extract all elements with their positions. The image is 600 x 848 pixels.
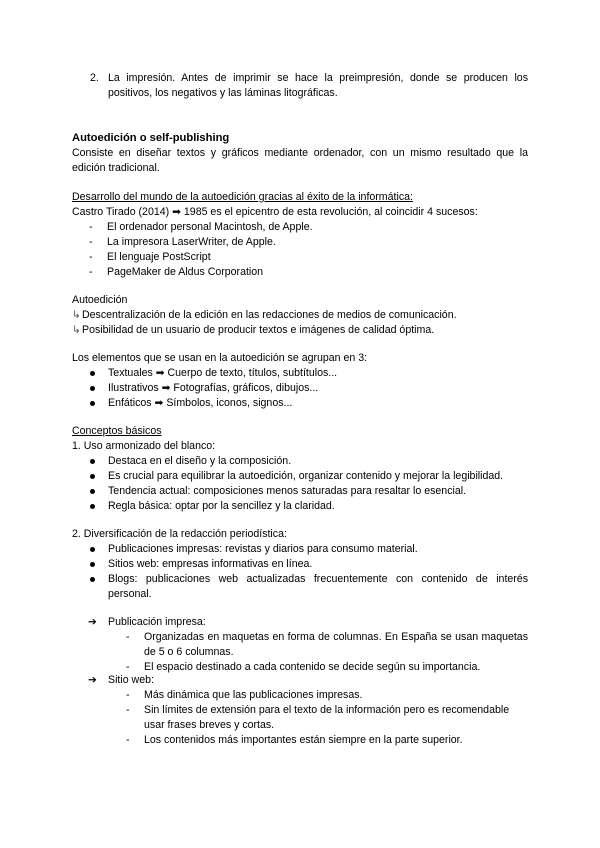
list-item-text: Más dinámica que las publicaciones impresas. (144, 689, 363, 701)
conceptos-heading: Conceptos básicos (72, 425, 162, 437)
blanco-list (72, 454, 528, 514)
list-item (72, 499, 528, 514)
bullet-icon (90, 459, 95, 464)
bullet-icon (90, 504, 95, 509)
dash-marker: - (89, 251, 93, 263)
arrow-item-title: Sitio web: (108, 674, 154, 686)
elementos-list (72, 366, 528, 411)
sitio-web-block (72, 673, 528, 748)
list-item (72, 469, 528, 484)
list-item-text: Descentralización de la edición en las redacciones de medios de comunicación. (82, 309, 457, 321)
list-item (72, 733, 528, 748)
arrow-item-title: Publicación impresa: (108, 616, 206, 628)
numbered-item-2 (72, 71, 528, 101)
list-item-text: Destaca en el diseño y la composición. (108, 455, 292, 467)
list-item-text: Publicaciones impresas: revistas y diarios para consumo material. (108, 543, 418, 555)
bullet-icon (90, 547, 95, 552)
list-item-text: PageMaker de Aldus Corporation (107, 266, 264, 278)
bullet-icon (90, 371, 95, 376)
bullet-icon (90, 386, 95, 391)
list-item-text: El lenguaje PostScript (107, 251, 211, 263)
autoedicion-definition: Consiste en diseñar textos y gráficos mediante ordenador, con un mismo resultado que la edición tradicional. (72, 147, 528, 174)
desarrollo-list (72, 220, 528, 280)
list-item-text: Posibilidad de un usuario de producir textos e imágenes de calidad óptima. (82, 324, 435, 336)
list-item-text: Regla básica: optar por la sencillez y la claridad. (108, 500, 335, 512)
dash-marker: - (89, 221, 93, 233)
list-item-text: Sin límites de extensión para el texto de la información pero es recomendable usar frases breves y cortas. (144, 704, 510, 731)
dash-marker: - (126, 631, 130, 643)
list-item (72, 381, 528, 396)
publicacion-impresa-block (72, 615, 528, 675)
list-item (72, 323, 528, 338)
list-item (72, 308, 528, 323)
diversificacion-list (72, 542, 528, 602)
list-item (72, 688, 528, 703)
dash-marker: - (126, 734, 130, 746)
dash-marker: - (89, 266, 93, 278)
list-item (72, 265, 528, 280)
list-item-text: Es crucial para equilibrar la autoedición, organizar contenido y mejorar la legibilidad. (108, 470, 504, 482)
list-item (72, 396, 528, 411)
bullet-icon (90, 474, 95, 479)
list-item-text: Organizadas en maquetas en forma de columnas. En España se usan maquetas de 5 o 6 columnas. (144, 631, 528, 658)
list-item (72, 250, 528, 265)
list-item (72, 703, 528, 733)
desarrollo-heading: Desarrollo del mundo de la autoedición gracias al éxito de la informática: (72, 191, 413, 203)
list-item-text: Tendencia actual: composiciones menos saturadas para resaltar lo esencial. (108, 485, 467, 497)
bullet-icon (90, 577, 95, 582)
list-item (72, 542, 528, 557)
dash-marker: - (126, 689, 130, 701)
list-item-text: Sitios web: empresas informativas en línea. (108, 558, 313, 570)
list-item (72, 235, 528, 250)
dash-marker: - (126, 661, 130, 673)
item-text: La impresión. Antes de imprimir se hace la preimpresión, donde se producen los positivos, los negativos y las láminas litográficas. (108, 72, 528, 99)
arrow-icon: ↳ (72, 324, 81, 336)
list-item (72, 366, 528, 381)
list-item-text: Ilustrativos ➡ Fotografías, gráficos, dibujos... (108, 382, 319, 394)
autoedicion-effects-list (72, 308, 528, 338)
bullet-icon (90, 562, 95, 567)
list-item (72, 220, 528, 235)
list-item-text: Enfáticos ➡ Símbolos, iconos, signos... (108, 397, 293, 409)
list-item-text: El ordenador personal Macintosh, de Apple. (107, 221, 313, 233)
list-item-text: Los contenidos más importantes están siempre en la parte superior. (144, 734, 463, 746)
autoedicion-effects-title: Autoedición (72, 294, 128, 306)
dash-marker: - (126, 704, 130, 716)
bullet-icon (90, 401, 95, 406)
list-item-text: Textuales ➡ Cuerpo de texto, títulos, subtítulos... (108, 367, 338, 379)
arrow-right-icon: ➔ (88, 616, 97, 628)
bullet-icon (90, 489, 95, 494)
blanco-title: 1. Uso armonizado del blanco: (72, 440, 216, 452)
elementos-intro: Los elementos que se usan en la autoedición se agrupan en 3: (72, 352, 368, 364)
list-item (72, 630, 528, 660)
desarrollo-intro: Castro Tirado (2014) ➡ 1985 es el epicentro de esta revolución, al coincidir 4 sucesos: (72, 206, 478, 218)
list-item-text: El espacio destinado a cada contenido se decide según su importancia. (144, 661, 481, 673)
item-marker: 2. (90, 72, 99, 84)
list-item (72, 484, 528, 499)
list-item-text: La impresora LaserWriter, de Apple. (107, 236, 276, 248)
dash-marker: - (89, 236, 93, 248)
list-item-text: Blogs: publicaciones web actualizadas frecuentemente con contenido de interés personal. (108, 573, 528, 600)
arrow-right-icon: ➔ (88, 674, 97, 686)
arrow-icon: ↳ (72, 309, 81, 321)
list-item (72, 454, 528, 469)
list-item (72, 557, 528, 572)
arrow-item-sitio (72, 673, 528, 688)
section-heading-autoedicion: Autoedición o self-publishing (72, 132, 230, 144)
arrow-item-publicacion (72, 615, 528, 630)
list-item (72, 572, 528, 602)
diversificacion-title: 2. Diversificación de la redacción periodística: (72, 528, 287, 540)
